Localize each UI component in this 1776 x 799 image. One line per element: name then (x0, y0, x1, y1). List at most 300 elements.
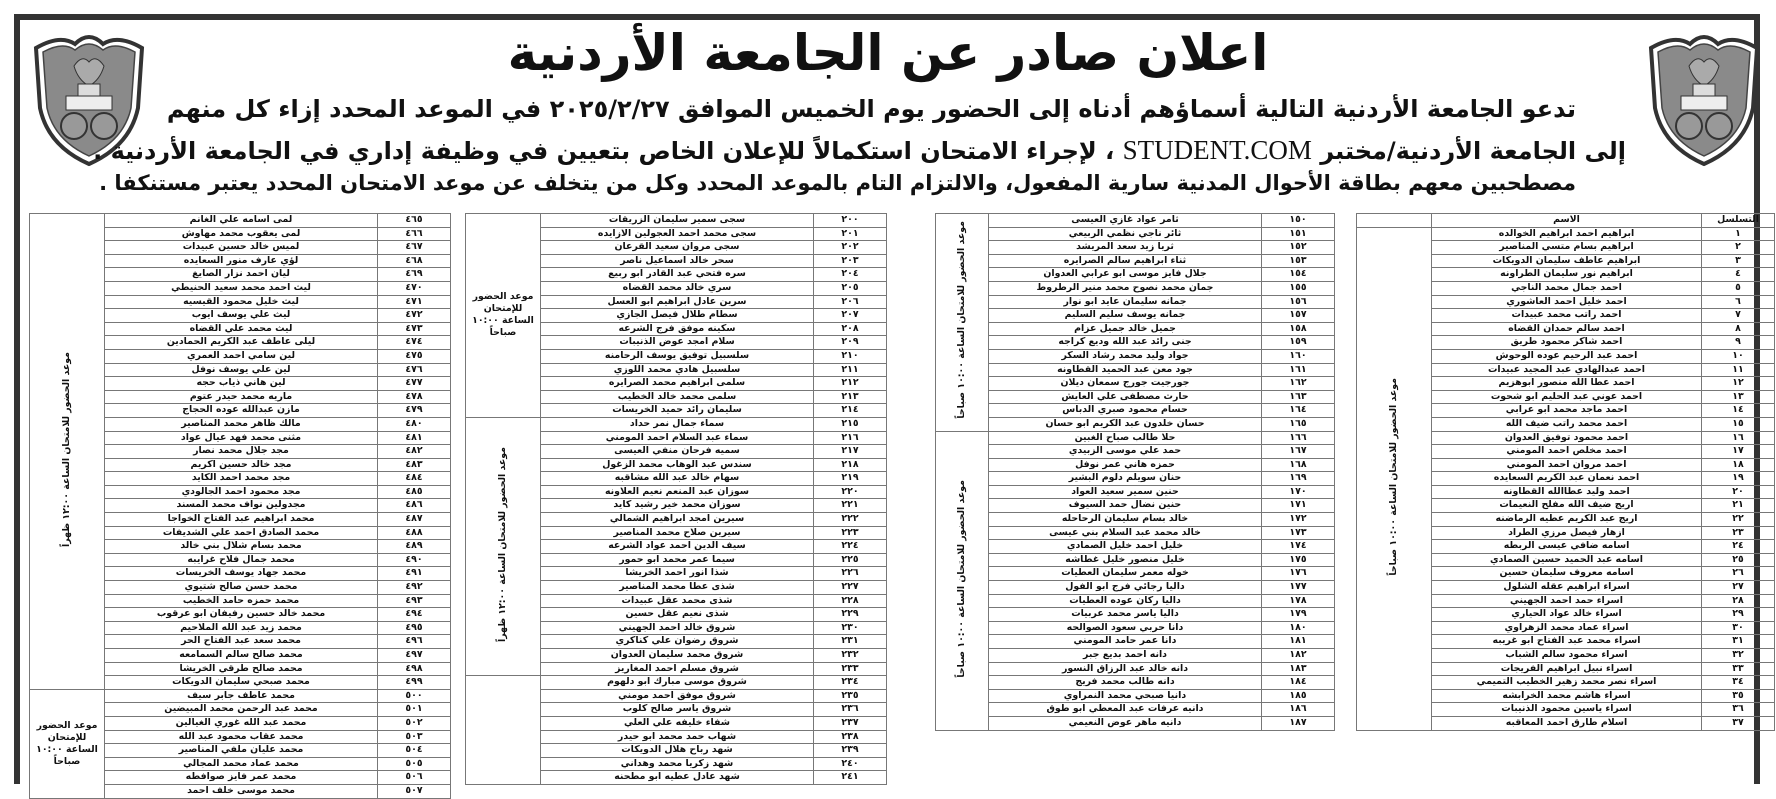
candidate-name: دانه خالد عبد الرزاق النسور (989, 662, 1262, 676)
candidate-name: حارث مصطفى علي العايش (989, 390, 1262, 404)
candidate-name: اسامه معروف سليمان حسين (1432, 567, 1702, 581)
candidate-name: ابراهيم نور سليمان الطراونه (1432, 268, 1702, 282)
serial-number: ٢٢٠ (814, 485, 887, 499)
candidate-name: احمد عطا الله منصور ابوهزيم (1432, 377, 1702, 391)
serial-number: ١٧٧ (1262, 581, 1335, 595)
serial-number: ٢١٣ (814, 390, 887, 404)
announcement-title: اعلان صادر عن الجامعة الأردنية (507, 24, 1269, 82)
serial-number: ٥٠٥ (378, 757, 451, 771)
candidate-name: دانا عمر حامد المومني (989, 635, 1262, 649)
serial-number: ١٥ (1702, 417, 1775, 431)
serial-number: ٢٢٢ (814, 513, 887, 527)
serial-number: ٢١٨ (814, 458, 887, 472)
candidate-name: سيما عمر محمد ابو حمور (541, 553, 814, 567)
candidate-name: محمد صالح طرقي الخريشا (105, 662, 378, 676)
candidate-name: مجدولين نواف محمد المسند (105, 499, 378, 513)
candidate-name: اسراء محمد عبد الفتاح ابو غريبه (1432, 635, 1702, 649)
university-crest-logo-right (1645, 28, 1763, 168)
serial-number: ٢٣٦ (814, 703, 887, 717)
serial-number: ٢٠ (1702, 485, 1775, 499)
candidate-name: محمد عمر فايز صوافطه (105, 771, 378, 785)
candidate-name: سوزان محمد خير رشيد كايد (541, 499, 814, 513)
table-row (936, 716, 1335, 730)
candidate-name: شروق مسلم احمد المغاريز (541, 662, 814, 676)
candidates-table-1 (1356, 213, 1775, 731)
serial-number: ١٢ (1702, 377, 1775, 391)
candidate-name: ثريا زيد سعد المريشد (989, 241, 1262, 255)
serial-number: ١ (1702, 227, 1775, 241)
serial-number: ٤٩٩ (378, 676, 451, 690)
candidate-name: ليث علي يوسف ايوب (105, 309, 378, 323)
attendance-slot (466, 676, 541, 785)
candidate-name: دانه طالب محمد فريج (989, 676, 1262, 690)
serial-number: ١٥٥ (1262, 281, 1335, 295)
serial-number: ١٦١ (1262, 363, 1335, 377)
serial-number: ٢ (1702, 241, 1775, 255)
candidate-name: اسراء ياسين محمود الذنيبات (1432, 703, 1702, 717)
serial-number: ١٦٨ (1262, 458, 1335, 472)
candidate-name: سلسبيل هادي محمد اللوزي (541, 363, 814, 377)
table-row (466, 417, 887, 431)
attendance-slot (30, 214, 105, 690)
serial-number: ٢٢ (1702, 513, 1775, 527)
serial-number: ٢٣٤ (814, 676, 887, 690)
table-row (936, 472, 1335, 486)
candidate-name: اسراء هاشم محمد الخرابشه (1432, 689, 1702, 703)
candidate-name: ليث احمد محمد سعيد الحنيطي (105, 281, 378, 295)
serial-number: ٤٧٣ (378, 322, 451, 336)
candidate-name: محمد صبحي سليمان الدويكات (105, 676, 378, 690)
serial-number: ١٦٥ (1262, 417, 1335, 431)
serial-number: ١٨٣ (1262, 662, 1335, 676)
serial-number: ٤٦٦ (378, 227, 451, 241)
serial-number: ٣٣ (1702, 662, 1775, 676)
candidate-name: لين علي يوسف نوفل (105, 363, 378, 377)
table-row (936, 635, 1335, 649)
serial-number: ٢٤١ (814, 771, 887, 785)
serial-number: ٢٢٧ (814, 581, 887, 595)
location-line (93, 133, 1626, 168)
table-row (30, 689, 451, 703)
serial-number: ٤٨٥ (378, 485, 451, 499)
serial-number: ٢١٦ (814, 431, 887, 445)
serial-number: ٤٦٧ (378, 241, 451, 255)
candidate-name: دانا حربي سعود الصوالحه (989, 621, 1262, 635)
candidate-name: شروق محمد سليمان العدوان (541, 649, 814, 663)
serial-number: ١٧ (1702, 445, 1775, 459)
candidate-name: سجى محمد احمد العجولين الازايده (541, 227, 814, 241)
serial-number: ٥٠٦ (378, 771, 451, 785)
serial-number: ٤٩٢ (378, 581, 451, 595)
candidate-name: احمد محمود توفيق العدوان (1432, 431, 1702, 445)
candidate-name: سماء عبد السلام احمد المومني (541, 431, 814, 445)
serial-number: ١٥٣ (1262, 254, 1335, 268)
serial-number: ٢٣٨ (814, 730, 887, 744)
serial-number: ٤٩٦ (378, 635, 451, 649)
serial-number: ٢٠٦ (814, 295, 887, 309)
candidate-name: ماريه محمد حيدر عتوم (105, 390, 378, 404)
candidate-name: لمى اسامه علي الغانم (105, 214, 378, 228)
serial-number: ٢١٠ (814, 349, 887, 363)
candidate-name: شروق ياسر صالح كلوب (541, 703, 814, 717)
candidate-name: احمد سالم حمدان القضاه (1432, 322, 1702, 336)
serial-number: ١٧٣ (1262, 526, 1335, 540)
candidate-name: حسام محمود صبري الدباس (989, 404, 1262, 418)
table-row (30, 214, 451, 228)
header-slot (1357, 214, 1432, 228)
serial-number: ٣٦ (1702, 703, 1775, 717)
serial-number: ٤٧٢ (378, 309, 451, 323)
attendance-slot (466, 214, 541, 418)
candidate-name: احمد جمال محمد الناجي (1432, 281, 1702, 295)
candidate-name: لمى يعقوب محمد مهاوش (105, 227, 378, 241)
candidate-name: احمد راتب محمد عبيدات (1432, 309, 1702, 323)
attendance-slot-text: موعد الحضور للإمتحان الساعة ١٠:٠٠ صباحاً (472, 291, 534, 339)
candidate-name: اريج عبد الكريم عطيه الرماضنه (1432, 513, 1702, 527)
serial-number: ٤٦٨ (378, 254, 451, 268)
serial-number: ٣٠ (1702, 621, 1775, 635)
table-row (936, 377, 1335, 391)
serial-number: ٤٩٠ (378, 553, 451, 567)
candidate-name: محمد صالح سالم السمامعه (105, 649, 378, 663)
table-row (936, 404, 1335, 418)
serial-number: ٣٧ (1702, 716, 1775, 730)
serial-number: ٤٩٨ (378, 662, 451, 676)
candidate-name: جمانه سليمان عايد ابو نوار (989, 295, 1262, 309)
candidate-name: احمد نعمان عبد الكريم السعايده (1432, 472, 1702, 486)
serial-number: ١٥٩ (1262, 336, 1335, 350)
serial-number: ١٦٠ (1262, 349, 1335, 363)
candidate-name: سميه فرحان منفي العيسى (541, 445, 814, 459)
serial-number: ٤٨٩ (378, 540, 451, 554)
lab-name: STUDENT.COM (1122, 135, 1312, 165)
candidate-name: اسراء نصر محمد زهير الخطيب التميمي (1432, 676, 1702, 690)
serial-number: ٢٣٩ (814, 744, 887, 758)
candidate-name: محمد حسن صالح شتيوي (105, 581, 378, 595)
serial-number: ٩ (1702, 336, 1775, 350)
table-row (936, 241, 1335, 255)
candidate-name: سيرين امجد ابراهيم الشمالي (541, 513, 814, 527)
candidate-name: جمانه يوسف سليم السليم (989, 309, 1262, 323)
serial-number: ٢٣٣ (814, 662, 887, 676)
candidate-name: اسراء عماد محمد الزهراوي (1432, 621, 1702, 635)
serial-number: ١٦٢ (1262, 377, 1335, 391)
table-row (936, 526, 1335, 540)
candidate-name: شهد زكريا محمد وهداني (541, 757, 814, 771)
serial-number: ١٤ (1702, 404, 1775, 418)
candidate-name: داليا ياسر محمد عربيات (989, 608, 1262, 622)
serial-number: ٨ (1702, 322, 1775, 336)
candidate-name: دانه احمد بديع جبر (989, 649, 1262, 663)
attendance-slot (1357, 227, 1432, 730)
serial-number: ٢٣٧ (814, 716, 887, 730)
table-row (936, 458, 1335, 472)
table-row (936, 417, 1335, 431)
candidate-name: شروق موفق احمد مومني (541, 689, 814, 703)
serial-number: ٤٩٧ (378, 649, 451, 663)
candidate-name: اسامه عبد الحميد حسين الصمادي (1432, 553, 1702, 567)
serial-number: ٤٩١ (378, 567, 451, 581)
serial-number: ١٨٦ (1262, 703, 1335, 717)
serial-number: ١٩ (1702, 472, 1775, 486)
serial-number: ١٦٧ (1262, 445, 1335, 459)
candidate-name: حسان خلدون عبد الكريم ابو حسان (989, 417, 1262, 431)
serial-number: ٤٧٠ (378, 281, 451, 295)
candidate-name: جواد وليد محمد رشاد السكر (989, 349, 1262, 363)
serial-number: ٤٧٥ (378, 349, 451, 363)
table-row (936, 309, 1335, 323)
serial-number: ٤٨٠ (378, 417, 451, 431)
serial-number: ٢١٧ (814, 445, 887, 459)
candidate-name: ليث محمد علي القضاه (105, 322, 378, 336)
location-suffix: ، لإجراء الامتحان استكمالاً للإعلان الخاص بتعيين في وظيفة إداري في الجامعة الأردنية . (93, 137, 1115, 165)
serial-number: ٢٧ (1702, 581, 1775, 595)
table-row (936, 703, 1335, 717)
serial-number: ٤٨٦ (378, 499, 451, 513)
serial-number: ٤٦٩ (378, 268, 451, 282)
serial-number: ١٧٥ (1262, 553, 1335, 567)
serial-number: ٤٩٤ (378, 608, 451, 622)
candidate-name: شفاء خليفه علي العلي (541, 716, 814, 730)
table-row (936, 485, 1335, 499)
candidate-name: اسامه ضافي عيسى الربطه (1432, 540, 1702, 554)
candidate-name: محمد جمال فلاح غرايبه (105, 553, 378, 567)
serial-number: ١٨١ (1262, 635, 1335, 649)
candidate-name: احمد مروان احمد المومني (1432, 458, 1702, 472)
candidate-name: سماء جمال نمر حداد (541, 417, 814, 431)
serial-number: ٤٧٦ (378, 363, 451, 377)
serial-number: ٢٣ (1702, 526, 1775, 540)
serial-number: ١٧٨ (1262, 594, 1335, 608)
candidate-name: سوزان عبد المنعم نعيم العلاونه (541, 485, 814, 499)
attendance-slot (30, 689, 105, 798)
serial-number: ٢٢٨ (814, 594, 887, 608)
table-row (936, 431, 1335, 445)
candidate-name: اسراء ابراهيم عقله الشلول (1432, 581, 1702, 595)
candidate-name: سرين عادل ابراهيم ابو العسل (541, 295, 814, 309)
candidate-name: سره فتحي عبد القادر ابو ربيع (541, 268, 814, 282)
table-row (1357, 227, 1775, 241)
serial-number: ١٨ (1702, 458, 1775, 472)
serial-number: ٢٢٩ (814, 608, 887, 622)
candidate-name: محمد زيد عبد الله الملاحيم (105, 621, 378, 635)
serial-number: ٣٢ (1702, 649, 1775, 663)
candidate-name: شروق خالد احمد الجهيني (541, 621, 814, 635)
candidate-name: سلمى محمد خالد الخطيب (541, 390, 814, 404)
serial-number: ٢٥ (1702, 553, 1775, 567)
serial-number: ٤٩٣ (378, 594, 451, 608)
instructions-line: مصطحبين معهم بطاقة الأحوال المدنية سارية المفعول، والالتزام التام بالموعد المحدد وكل من يتخلف عن موعد الامتحان المحدد يعتبر مستنكفا . (99, 171, 1576, 195)
serial-number: ٢٣٢ (814, 649, 887, 663)
table-row (936, 322, 1335, 336)
serial-number: ١٨٢ (1262, 649, 1335, 663)
candidate-name: احمد عوني عبد الحليم ابو شحوت (1432, 390, 1702, 404)
serial-number: ٢٠٧ (814, 309, 887, 323)
candidate-name: محمد حمزه حامد الخطيب (105, 594, 378, 608)
candidate-name: خليل احمد خليل الصمادي (989, 540, 1262, 554)
serial-number: ٤ (1702, 268, 1775, 282)
candidate-name: حنين سمير سعيد العواد (989, 485, 1262, 499)
attendance-slot-text: موعد الحضور للإمتحان الساعة ١٠:٠٠ صباحاً (36, 719, 98, 767)
serial-number: ٤٧٤ (378, 336, 451, 350)
table-row (936, 363, 1335, 377)
candidate-name: داليا ركان عوده العطيات (989, 594, 1262, 608)
candidate-name: سلسبيل توفيق يوسف الرحامنه (541, 349, 814, 363)
serial-number: ٤٨٣ (378, 458, 451, 472)
candidate-name: ازهار فيصل مرزي الطراد (1432, 526, 1702, 540)
attendance-slot-text: موعد الحضور للامتحان الساعة ١٠:٠٠ صباحاً (956, 479, 967, 678)
serial-number: ٢١٩ (814, 472, 887, 486)
serial-number: ٢١٤ (814, 404, 887, 418)
serial-number: ١٠ (1702, 349, 1775, 363)
candidate-name: محمد عقاب محمود عبد الله (105, 730, 378, 744)
table-row (936, 268, 1335, 282)
table-row (466, 676, 887, 690)
candidate-name: مجد خالد حسين اكريم (105, 458, 378, 472)
attendance-slot (936, 431, 989, 730)
serial-number: ١٥١ (1262, 227, 1335, 241)
candidate-name: جورجيت جورج سمعان ديلان (989, 377, 1262, 391)
candidate-name: احمد عبدالهادي عبد المجيد عبيدات (1432, 363, 1702, 377)
serial-number: ١٨٤ (1262, 676, 1335, 690)
candidate-name: حمد علي موسى الزبيدي (989, 445, 1262, 459)
candidate-name: سلمى ابراهيم محمد الصرايره (541, 377, 814, 391)
serial-number: ٥٠١ (378, 703, 451, 717)
candidate-name: ليان احمد نزار الصايغ (105, 268, 378, 282)
candidate-name: خوله معمر سليمان العطيات (989, 567, 1262, 581)
candidate-name: مجد محمد احمد الكايد (105, 472, 378, 486)
candidate-name: حلا طالب صباح الغبين (989, 431, 1262, 445)
serial-number: ٢٣٠ (814, 621, 887, 635)
serial-number: ١٦٦ (1262, 431, 1335, 445)
candidate-name: ليث خليل محمود القيسيه (105, 295, 378, 309)
serial-number: ١٧٤ (1262, 540, 1335, 554)
serial-number: ٢١١ (814, 363, 887, 377)
serial-number: ٣ (1702, 254, 1775, 268)
serial-number: ٢٦ (1702, 567, 1775, 581)
serial-number: ١٣ (1702, 390, 1775, 404)
serial-number: ٢٠٠ (814, 214, 887, 228)
serial-number: ٢٠٣ (814, 254, 887, 268)
candidate-name: شهد رباح هلال الدويكات (541, 744, 814, 758)
serial-number: ٤٧٩ (378, 404, 451, 418)
serial-number: ٣٤ (1702, 676, 1775, 690)
serial-number: ٢٠٩ (814, 336, 887, 350)
serial-number: ٢٣٥ (814, 689, 887, 703)
candidate-name: خالد محمد عبد السلام بني عيسى (989, 526, 1262, 540)
candidate-name: احمد محمد راتب ضيف الله (1432, 417, 1702, 431)
serial-number: ١٧٩ (1262, 608, 1335, 622)
serial-number: ٢٢١ (814, 499, 887, 513)
serial-number: ٢٣١ (814, 635, 887, 649)
candidate-name: سحر خالد اسماعيل ناصر (541, 254, 814, 268)
table-row (936, 445, 1335, 459)
serial-number: ٦ (1702, 295, 1775, 309)
table-row (936, 567, 1335, 581)
header-name: الاسم (1432, 214, 1702, 228)
candidate-name: اسراء حمد احمد الجهيني (1432, 594, 1702, 608)
table-row (936, 499, 1335, 513)
serial-number: ١٦٩ (1262, 472, 1335, 486)
attendance-slot-text: موعد الحضور للامتحان الساعة ١٠:٠٠ صباحاً (956, 221, 967, 420)
table-row (936, 295, 1335, 309)
candidate-name: ابراهيم بسام متسي المناصير (1432, 241, 1702, 255)
serial-number: ١٨٥ (1262, 689, 1335, 703)
serial-number: ٢٢٥ (814, 553, 887, 567)
serial-number: ٥٠٣ (378, 730, 451, 744)
table-row (936, 553, 1335, 567)
serial-number: ١٨٠ (1262, 621, 1335, 635)
candidate-name: سري خالد محمد القضاه (541, 281, 814, 295)
header-seq: التسلسل (1702, 214, 1775, 228)
serial-number: ٥٠٧ (378, 784, 451, 798)
candidate-name: شهد عادل عطيه ابو مطحنه (541, 771, 814, 785)
candidate-name: محمد بسام شلال بني خالد (105, 540, 378, 554)
serial-number: ٤٦٥ (378, 214, 451, 228)
candidate-name: جمان محمد نصوح محمد منير الرطروط (989, 281, 1262, 295)
candidates-table-2 (935, 213, 1335, 731)
candidate-name: لؤي عارف منور السعايده (105, 254, 378, 268)
candidate-name: سطام طلال فيصل الجازي (541, 309, 814, 323)
candidate-name: خالد بسام سليمان الرحاحله (989, 513, 1262, 527)
serial-number: ٢٩ (1702, 608, 1775, 622)
candidates-table-3 (465, 213, 887, 785)
serial-number: ٤٧١ (378, 295, 451, 309)
serial-number: ٤٨٤ (378, 472, 451, 486)
serial-number: ٢٠٨ (814, 322, 887, 336)
candidate-name: احمد عبد الرحيم عوده الوحوش (1432, 349, 1702, 363)
candidate-name: سجى سمير سليمان الزريقات (541, 214, 814, 228)
candidate-name: سهام خالد عبد الله مشاقبه (541, 472, 814, 486)
serial-number: ٣١ (1702, 635, 1775, 649)
table-row (936, 608, 1335, 622)
serial-number: ٤٨٨ (378, 526, 451, 540)
candidate-name: دانيا صبحي محمد النمراوي (989, 689, 1262, 703)
candidate-name: محمد جهاد يوسف الخريسات (105, 567, 378, 581)
candidate-name: احمد خليل احمد العاشوري (1432, 295, 1702, 309)
serial-number: ٥٠٢ (378, 716, 451, 730)
candidate-name: شروق موسى مبارك ابو دلهوم (541, 676, 814, 690)
table-row (936, 662, 1335, 676)
table-row (936, 581, 1335, 595)
table-row (936, 649, 1335, 663)
candidate-name: شذى عطا محمد المناصير (541, 581, 814, 595)
candidate-name: لين هاني ذياب حجه (105, 377, 378, 391)
location-prefix: إلى الجامعة الأردنية/مختبر (1320, 137, 1626, 165)
candidate-name: داليا رجائي فرج ابو الفول (989, 581, 1262, 595)
table-row (936, 227, 1335, 241)
attendance-slot (936, 214, 989, 432)
table-row (936, 214, 1335, 228)
candidate-name: مجد محمود احمد الجالودي (105, 485, 378, 499)
table-row (936, 281, 1335, 295)
serial-number: ٤٨١ (378, 431, 451, 445)
serial-number: ٥٠٤ (378, 744, 451, 758)
candidate-name: احمد مخلص احمد المومني (1432, 445, 1702, 459)
serial-number: ١٦٤ (1262, 404, 1335, 418)
candidate-name: احمد شاكر محمود طريق (1432, 336, 1702, 350)
candidate-name: اريج ضيف الله مفلح النعيمات (1432, 499, 1702, 513)
candidate-name: احمد ماجد محمد ابو عرابي (1432, 404, 1702, 418)
candidate-name: اسراء نبيل ابراهيم الفريجات (1432, 662, 1702, 676)
serial-number: ١٦ (1702, 431, 1775, 445)
candidate-name: ابراهيم احمد ابراهيم الخوالده (1432, 227, 1702, 241)
serial-number: ٢٠٢ (814, 241, 887, 255)
attendance-slot-text: موعد الحضور للامتحان الساعة ١٢:٠٠ ظهراً (61, 351, 72, 547)
serial-number: ٥٠٠ (378, 689, 451, 703)
candidate-name: سجى مروان سعيد القرعان (541, 241, 814, 255)
candidate-name: مثنى محمد فهد عيال عواد (105, 431, 378, 445)
